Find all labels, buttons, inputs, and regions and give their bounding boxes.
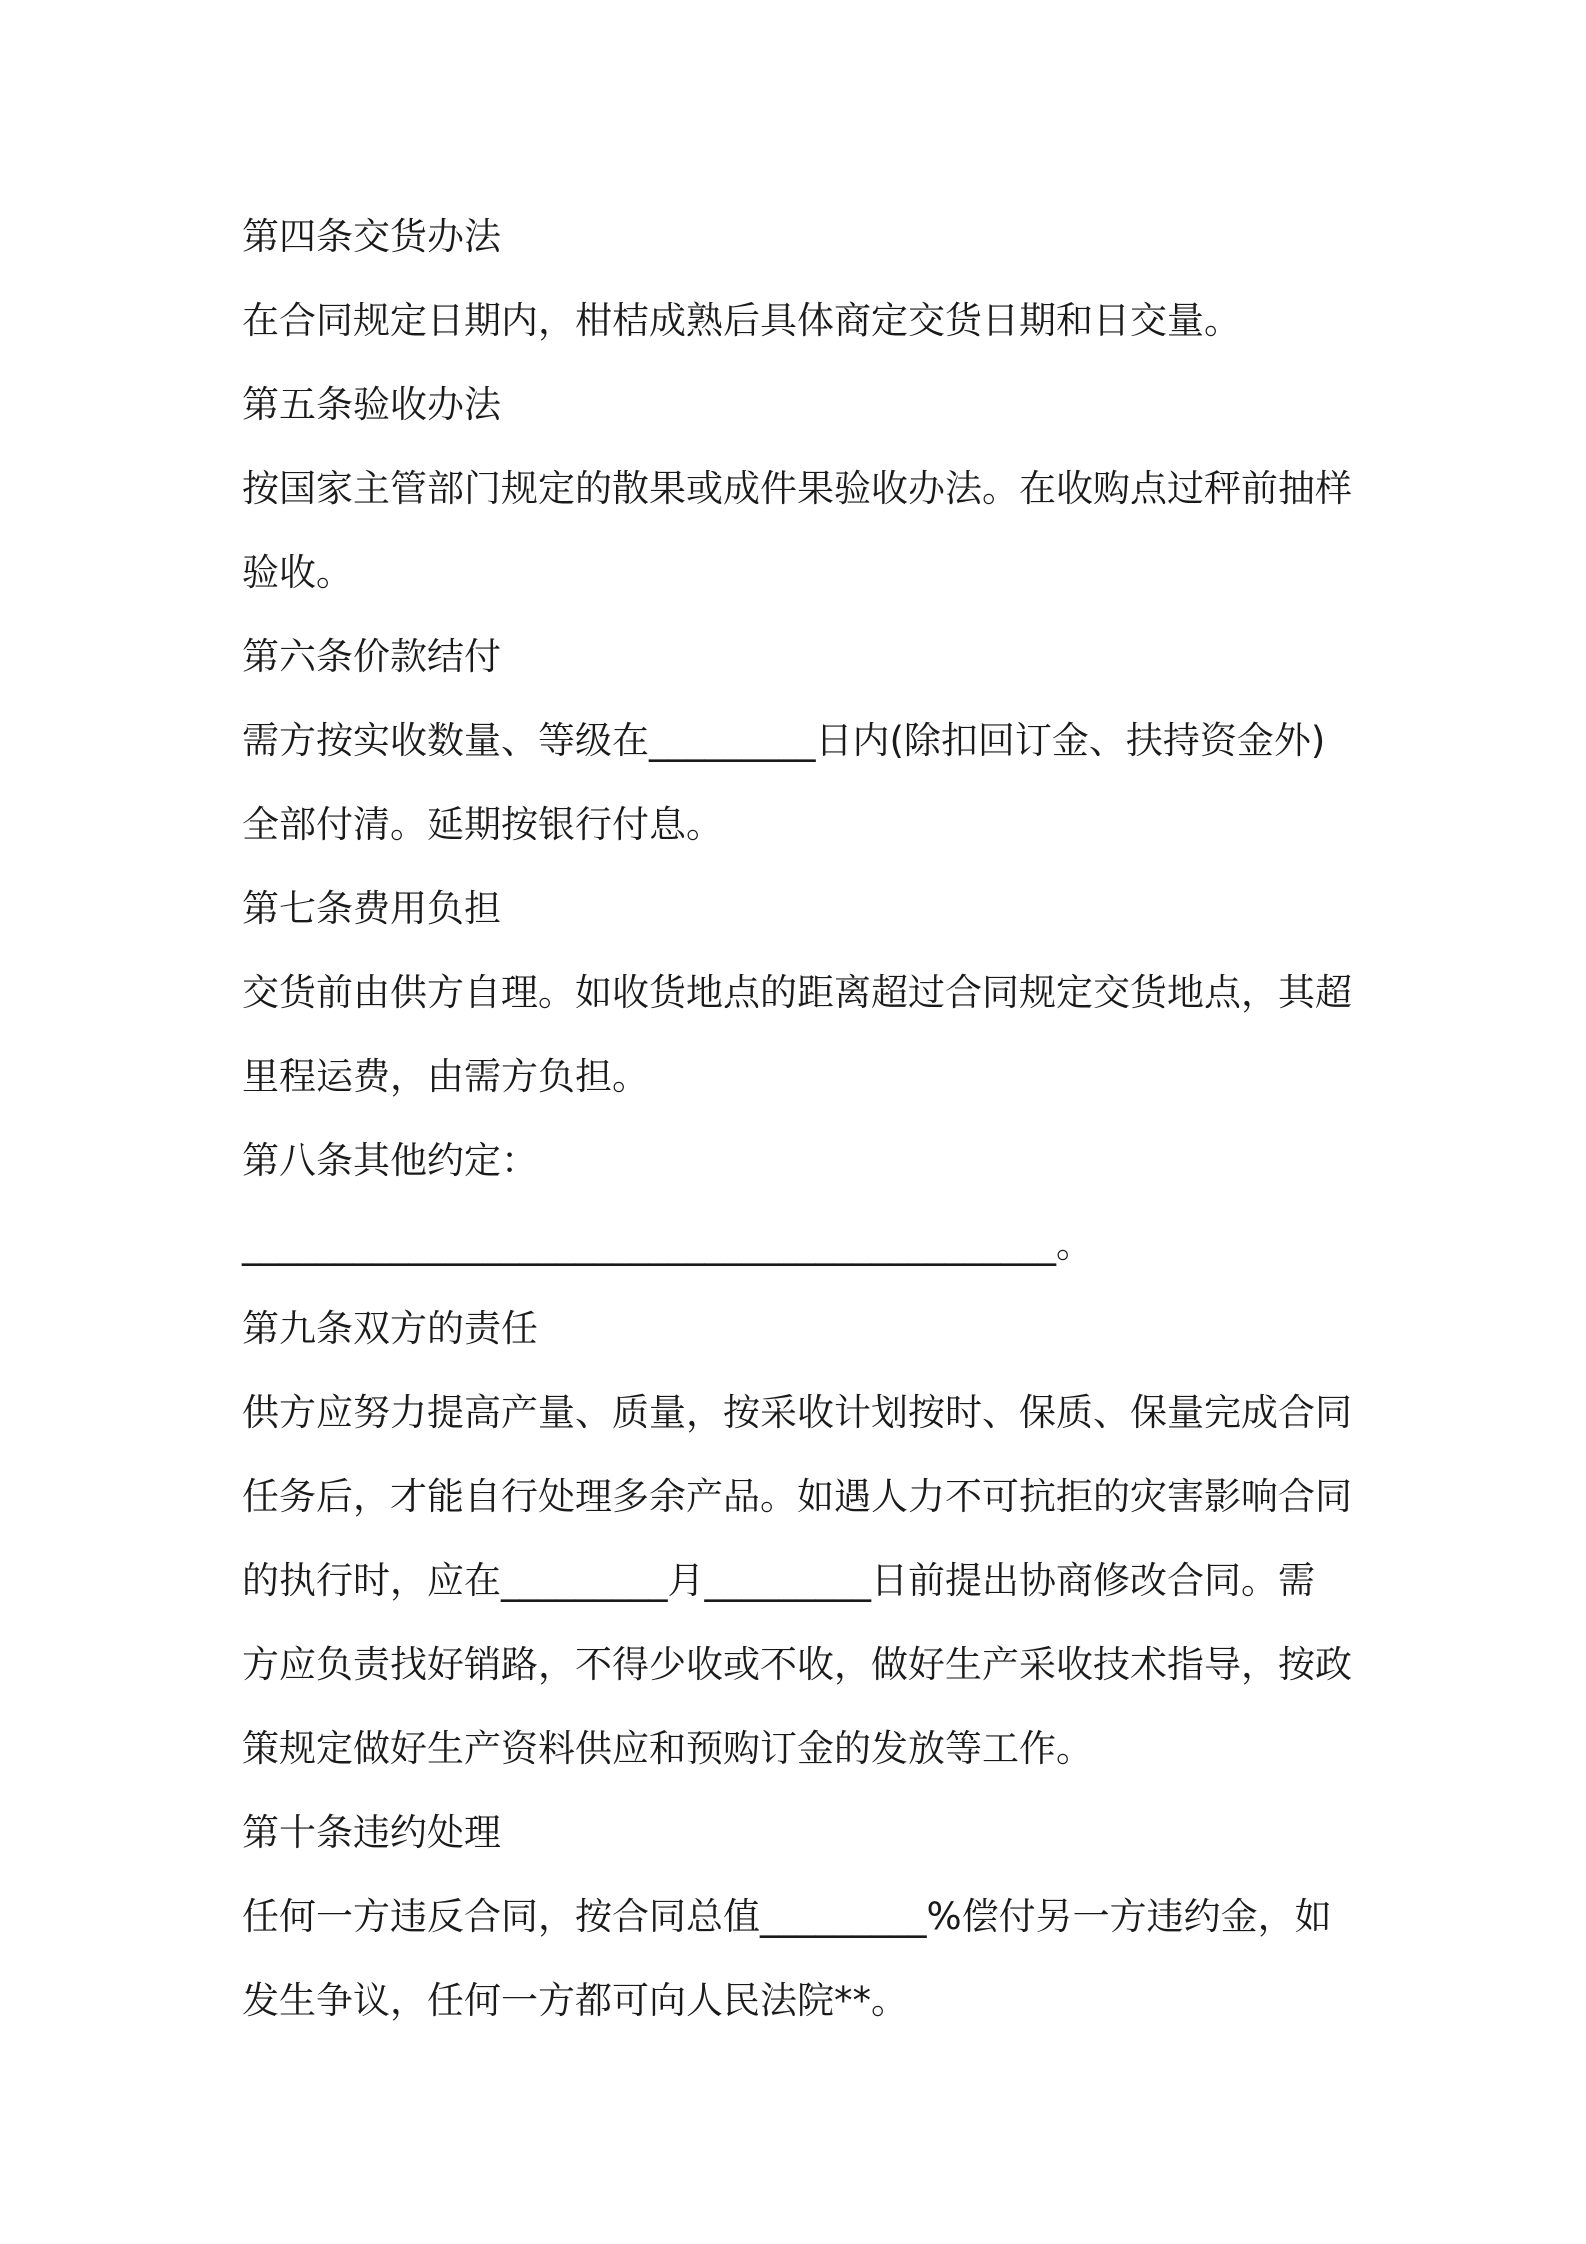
article-10-heading: 第十条违约处理	[242, 1811, 501, 1854]
article-9-text-line-2: 任务后，才能自行处理多余产品。如遇人力不可抗拒的灾害影响合同	[242, 1475, 1352, 1518]
article-9-heading: 第九条双方的责任	[242, 1307, 538, 1350]
article-9-text-line-5: 策规定做好生产资料供应和预购订金的发放等工作。	[242, 1727, 1093, 1770]
article-7-text-line-2: 里程运费，由需方负担。	[242, 1055, 649, 1098]
article-4-text-line-1: 在合同规定日期内，柑桔成熟后具体商定交货日期和日交量。	[242, 299, 1241, 342]
article-6-text-line-1: 需方按实收数量、等级在_________日内(除扣回订金、扶持资金外)	[242, 719, 1326, 762]
article-10-text-line-1: 任何一方违反合同，按合同总值_________%偿付另一方违约金，如	[242, 1895, 1332, 1938]
article-9-text-line-3: 的执行时，应在_________月_________日前提出协商修改合同。需	[242, 1559, 1315, 1602]
article-7-text-line-1: 交货前由供方自理。如收货地点的距离超过合同规定交货地点，其超	[242, 971, 1352, 1014]
article-7-heading: 第七条费用负担	[242, 887, 501, 930]
article-9-text-line-4: 方应负责找好销路，不得少收或不收，做好生产采收技术指导，按政	[242, 1643, 1352, 1686]
article-5-text-line-2: 验收。	[242, 551, 353, 594]
article-10-text-line-2: 发生争议，任何一方都可向人民法院**。	[242, 1979, 908, 2022]
article-8-blank-line: ____________________________________________。	[242, 1223, 1093, 1266]
article-6-text-line-2: 全部付清。延期按银行付息。	[242, 803, 723, 846]
document-body	[242, 195, 1362, 2043]
article-8-heading: 第八条其他约定：	[242, 1139, 538, 1182]
article-9-text-line-1: 供方应努力提高产量、质量，按采收计划按时、保质、保量完成合同	[242, 1391, 1352, 1434]
article-4-heading: 第四条交货办法	[242, 215, 501, 258]
article-5-text-line-1: 按国家主管部门规定的散果或成件果验收办法。在收购点过秤前抽样	[242, 467, 1352, 510]
article-5-heading: 第五条验收办法	[242, 383, 501, 426]
article-6-heading: 第六条价款结付	[242, 635, 501, 678]
